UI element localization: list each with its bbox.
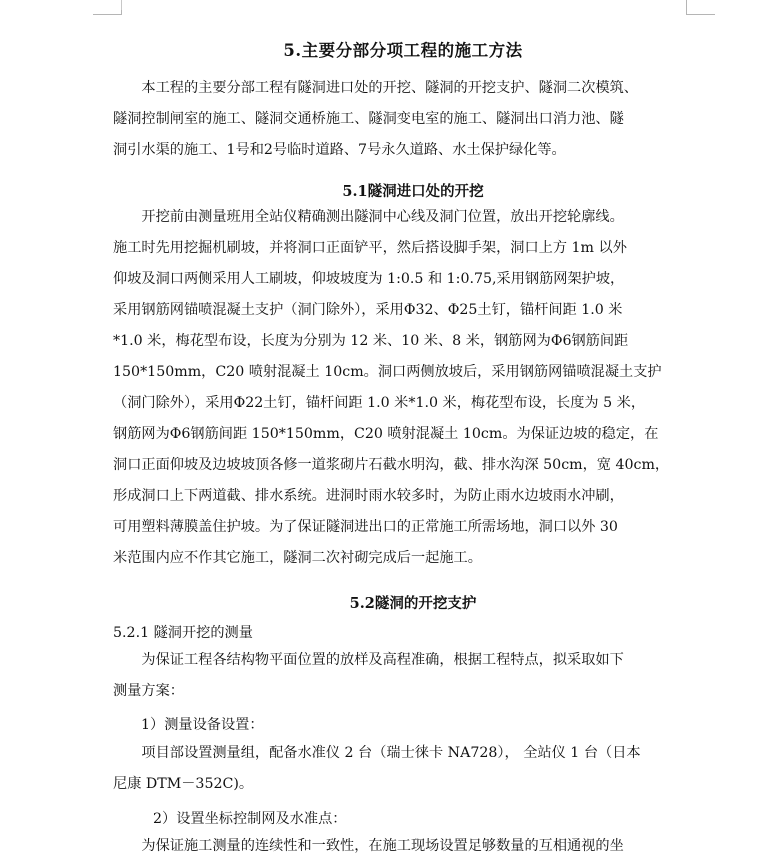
text-line: 150*150mm，C20 喷射混凝土 10cm。洞口两侧放坡后，采用钢筋网锚喷混凝土支护 [113,364,662,380]
text-line: 测量方案： [113,683,184,699]
text-line: 隧洞控制闸室的施工、隧洞交通桥施工、隧洞变电室的施工、隧洞出口消力池、隧 [113,111,624,127]
text-line: 钢筋网为Φ6钢筋间距 150*150mm，C20 喷射混凝土 10cm。为保证边坡的稳定，在 [113,426,659,442]
text-line: 本工程的主要分部工程有隧洞进口处的开挖、隧洞的开挖支护、隧洞二次模筑、 [113,80,638,96]
text-line: 形成洞口上下两道截、排水系统。进洞时雨水较多时，为防止雨水边坡雨水冲刷， [113,488,624,504]
crop-mark-top-left [93,0,122,15]
text-line: 可用塑料薄膜盖住护坡。为了保证隧洞进出口的正常施工所需场地，洞口以外 30 [113,519,618,535]
text-line: 尼康 DTM－352C)。 [113,776,254,792]
section-title: 5.主要分部分项工程的施工方法 [283,41,523,60]
text-line: 施工时先用挖掘机刷坡，并将洞口正面铲平，然后搭设脚手架，洞口上方 1m 以外 [113,240,627,256]
paragraph-5-1 [113,202,693,574]
margin-guide-left [121,0,122,10]
paragraph-item-1 [113,738,693,800]
crop-mark-top-right [686,0,715,15]
text-line: 为保证施工测量的连续性和一致性，在施工现场设置足够数量的互相通视的坐 [113,838,624,854]
heading-5-2: 5.2隧洞的开挖支护 [349,595,477,612]
text-line: 洞口正面仰坡及边坡坡顶各修一道浆砌片石截水明沟，截、排水沟深 50cm，宽 40cm， [113,457,670,473]
intro-paragraph [113,73,693,166]
text-line: 开挖前由测量班用全站仪精确测出隧洞中心线及洞门位置，放出开挖轮廓线。 [113,209,624,225]
list-item-1: 1）测量设备设置： [141,717,264,733]
text-line: 米范围内应不作其它施工，隧洞二次衬砌完成后一起施工。 [113,550,482,566]
text-line: 采用钢筋网锚喷混凝土支护（洞门除外），采用Φ32、Φ25土钉，锚杆间距 1.0 米 [113,302,623,318]
text-line: *1.0 米，梅花型布设，长度为分别为 12 米、10 米、8 米，钢筋网为Φ6钢筋间距 [113,333,629,349]
list-item-2: 2）设置坐标控制网及水准点： [153,811,347,827]
text-line: 仰坡及洞口两侧采用人工刷坡，仰坡坡度为 1:0.5 和 1:0.75,采用钢筋网架护坡， [113,271,625,287]
text-line: 为保证工程各结构物平面位置的放样及高程准确，根据工程特点，拟采取如下 [113,652,624,668]
paragraph-item-2 [113,831,693,862]
text-line: （洞门除外），采用Φ22土钉，锚杆间距 1.0 米*1.0 米，梅花型布设，长度为 5 米， [113,395,646,411]
text-line: 项目部设置测量组，配备水准仪 2 台（瑞士徕卡 NA728）， 全站仪 1 台（日本 [113,745,641,761]
paragraph-5-2-1 [113,645,693,707]
heading-5-1: 5.1隧洞进口处的开挖 [342,183,484,200]
heading-5-2-1: 5.2.1 隧洞开挖的测量 [113,625,253,641]
text-line: 洞引水渠的施工、1号和2号临时道路、7号永久道路、水土保护绿化等。 [113,142,566,158]
